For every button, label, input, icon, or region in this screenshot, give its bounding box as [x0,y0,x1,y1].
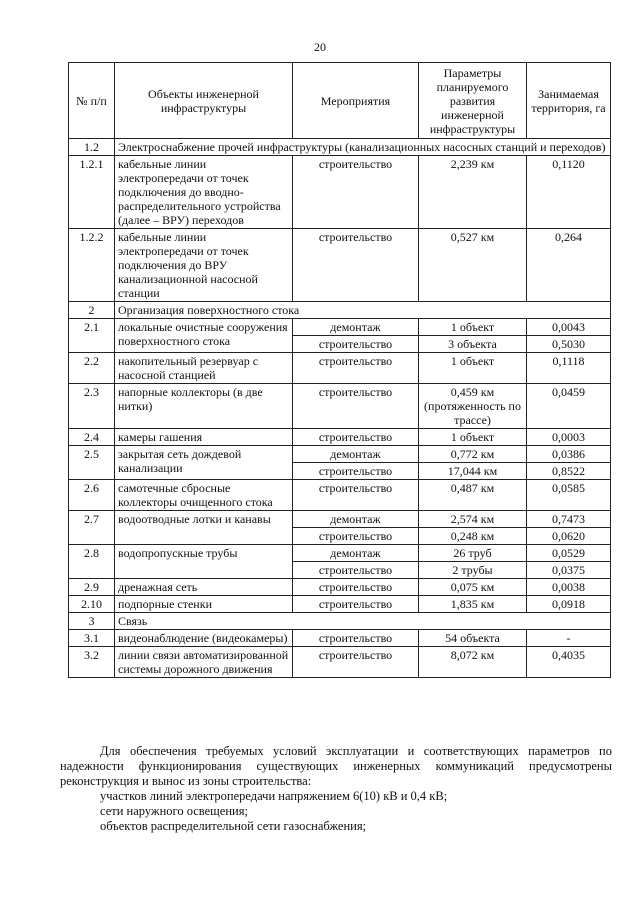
row-measure: демонтаж [293,545,419,562]
table-row [69,229,611,302]
row-measure: строительство [293,562,419,579]
row-area: 0,8522 [527,463,611,480]
row-param: 2,239 км [419,156,527,229]
header-params: Параметры планируемого развития инженерной инфраструктуры [419,63,527,139]
header-area: Занимаемая территория, га [527,63,611,139]
table-row [69,446,611,463]
row-param: 0,527 км [419,229,527,302]
row-area: 0,0585 [527,480,611,511]
row-object: видеонаблюдение (видеокамеры) [115,630,293,647]
row-area: 0,0038 [527,579,611,596]
row-measure: строительство [293,156,419,229]
row-param: 2,574 км [419,511,527,528]
list-item: сети наружного освещения; [100,804,248,818]
table-row [69,156,611,229]
row-param: 1,835 км [419,596,527,613]
row-object: линии связи автоматизированной системы дорожного движения [115,647,293,678]
row-measure: строительство [293,480,419,511]
row-object: напорные коллекторы (в две нитки) [115,384,293,429]
row-measure: строительство [293,647,419,678]
section-title: Организация поверхностного стока [115,302,611,319]
paragraph: Для обеспечения требуемых условий эксплуатации и соответствующих параметров по надежности функционирования существующих инженерных коммуникаций предусмотрены реконструкция и вынос из зоны строительства: [60,744,612,788]
body-text [60,744,612,834]
header-num: № п/п [69,63,115,139]
table-row [69,353,611,384]
row-param: 1 объект [419,353,527,384]
row-num: 1.2.2 [69,229,115,302]
table-row [69,511,611,528]
row-num: 2.1 [69,319,115,353]
row-measure: строительство [293,336,419,353]
row-measure: строительство [293,429,419,446]
row-measure: строительство [293,353,419,384]
row-num: 2.7 [69,511,115,545]
table-row [69,647,611,678]
row-num: 2.9 [69,579,115,596]
row-object: локальные очистные сооружения поверхностного стока [115,319,293,353]
row-measure: строительство [293,596,419,613]
section-row [69,302,611,319]
row-measure: строительство [293,630,419,647]
row-num: 3 [69,613,115,630]
row-area: 0,0620 [527,528,611,545]
row-num: 2.6 [69,480,115,511]
row-num: 2.3 [69,384,115,429]
row-area: 0,7473 [527,511,611,528]
table-row [69,319,611,336]
row-measure: демонтаж [293,319,419,336]
row-measure: демонтаж [293,511,419,528]
row-object: дренажная сеть [115,579,293,596]
row-param: 17,044 км [419,463,527,480]
row-param: 3 объекта [419,336,527,353]
row-num: 2.8 [69,545,115,579]
table-row [69,545,611,562]
row-num: 2.2 [69,353,115,384]
section-title: Связь [115,613,611,630]
row-param: 1 объект [419,319,527,336]
row-param: 2 трубы [419,562,527,579]
row-num: 2.4 [69,429,115,446]
row-object: камеры гашения [115,429,293,446]
row-measure: строительство [293,579,419,596]
row-area: - [527,630,611,647]
row-measure: демонтаж [293,446,419,463]
row-area: 0,1118 [527,353,611,384]
row-area: 0,0918 [527,596,611,613]
row-param: 26 труб [419,545,527,562]
row-object: водоотводные лотки и канавы [115,511,293,545]
header-object: Объекты инженерной инфраструктуры [115,63,293,139]
row-num: 3.2 [69,647,115,678]
row-area: 0,0003 [527,429,611,446]
row-num: 2.5 [69,446,115,480]
row-area: 0,0386 [527,446,611,463]
row-param: 0,772 км [419,446,527,463]
row-param: 0,487 км [419,480,527,511]
table-row [69,579,611,596]
table-row [69,384,611,429]
row-area: 0,0375 [527,562,611,579]
row-num: 2.10 [69,596,115,613]
table-header-row [69,63,611,139]
table-row [69,429,611,446]
row-num: 1.2.1 [69,156,115,229]
row-area: 0,1120 [527,156,611,229]
row-object: кабельные линии электропередачи от точек подключения до вводно-распределительного устройства (далее – ВРУ) переходов [115,156,293,229]
row-object: накопительный резервуар с насосной станцией [115,353,293,384]
table-row [69,480,611,511]
list-item: объектов распределительной сети газоснабжения; [100,819,367,833]
header-measure: Мероприятия [293,63,419,139]
row-area: 0,0459 [527,384,611,429]
row-area: 0,5030 [527,336,611,353]
section-row [69,613,611,630]
row-object: закрытая сеть дождевой канализации [115,446,293,480]
infrastructure-table [68,62,611,678]
row-param: 54 объекта [419,630,527,647]
row-area: 0,264 [527,229,611,302]
row-measure: строительство [293,229,419,302]
page-number: 20 [314,40,326,54]
row-param: 0,459 км (протяженность по трассе) [419,384,527,429]
section-row [69,139,611,156]
row-area: 0,4035 [527,647,611,678]
row-num: 2 [69,302,115,319]
row-measure: строительство [293,463,419,480]
row-area: 0,0529 [527,545,611,562]
row-param: 1 объект [419,429,527,446]
row-object: кабельные линии электропередачи от точек подключения до ВРУ канализационной насосной станции [115,229,293,302]
row-num: 1.2 [69,139,115,156]
list-item: участков линий электропередачи напряжением 6(10) кВ и 0,4 кВ; [100,789,448,803]
row-param: 8,072 км [419,647,527,678]
table-row [69,630,611,647]
row-measure: строительство [293,384,419,429]
row-object: самотечные сбросные коллекторы очищенного стока [115,480,293,511]
row-measure: строительство [293,528,419,545]
row-param: 0,248 км [419,528,527,545]
section-title: Электроснабжение прочей инфраструктуры (канализационных насосных станций и переходов) [115,139,611,156]
row-object: подпорные стенки [115,596,293,613]
table-row [69,596,611,613]
row-object: водопропускные трубы [115,545,293,579]
row-num: 3.1 [69,630,115,647]
row-area: 0,0043 [527,319,611,336]
row-param: 0,075 км [419,579,527,596]
